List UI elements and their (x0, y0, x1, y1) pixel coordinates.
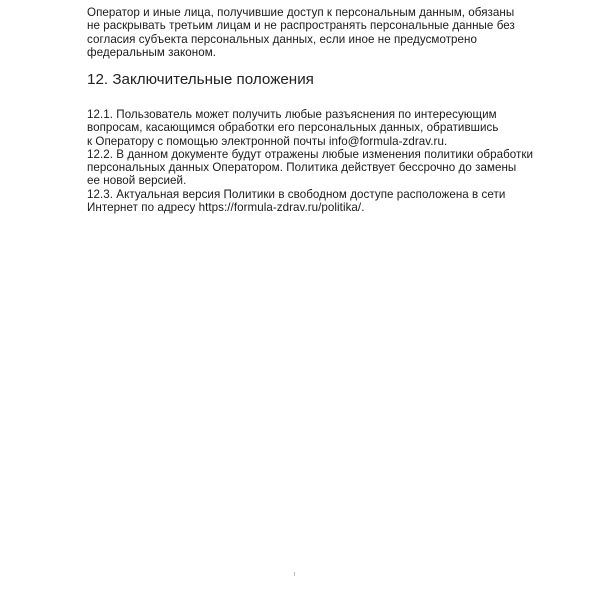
intro-line: федеральным законом. (87, 45, 217, 59)
intro-line: согласия субъекта персональных данных, если иное не предусмотрено (87, 32, 477, 46)
clause-12-3-line: 12.3. Актуальная версия Политики в свободном доступе расположена в сети (87, 187, 506, 201)
scan-speck (294, 572, 295, 576)
intro-line: Оператор и иные лица, получившие доступ к персональным данным, обязаны (87, 6, 515, 19)
section-body (87, 108, 567, 214)
clause-12-1-line: вопросам, касающимся обработки его персональных данных, обратившись (87, 121, 499, 135)
section-heading: 12. Заключительные положения (87, 71, 314, 88)
clause-12-1-line: к Оператору с помощью электронной почты info@formula-zdrav.ru. (87, 134, 448, 148)
clause-12-1-line: 12.1. Пользователь может получить любые разъяснения по интересующим (87, 108, 497, 121)
clause-12-2-line: персональных данных Оператором. Политика действует бессрочно до замены (87, 161, 517, 175)
intro-paragraph (87, 6, 567, 59)
clause-12-2-line: 12.2. В данном документе будут отражены любые изменения политики обработки (87, 147, 534, 161)
intro-line: не раскрывать третьим лицам и не распространять персональные данные без (87, 19, 515, 33)
clause-12-2-line: ее новой версией. (87, 174, 187, 188)
clause-12-3-line: Интернет по адресу https://formula-zdrav.ru/politika/. (87, 201, 365, 215)
